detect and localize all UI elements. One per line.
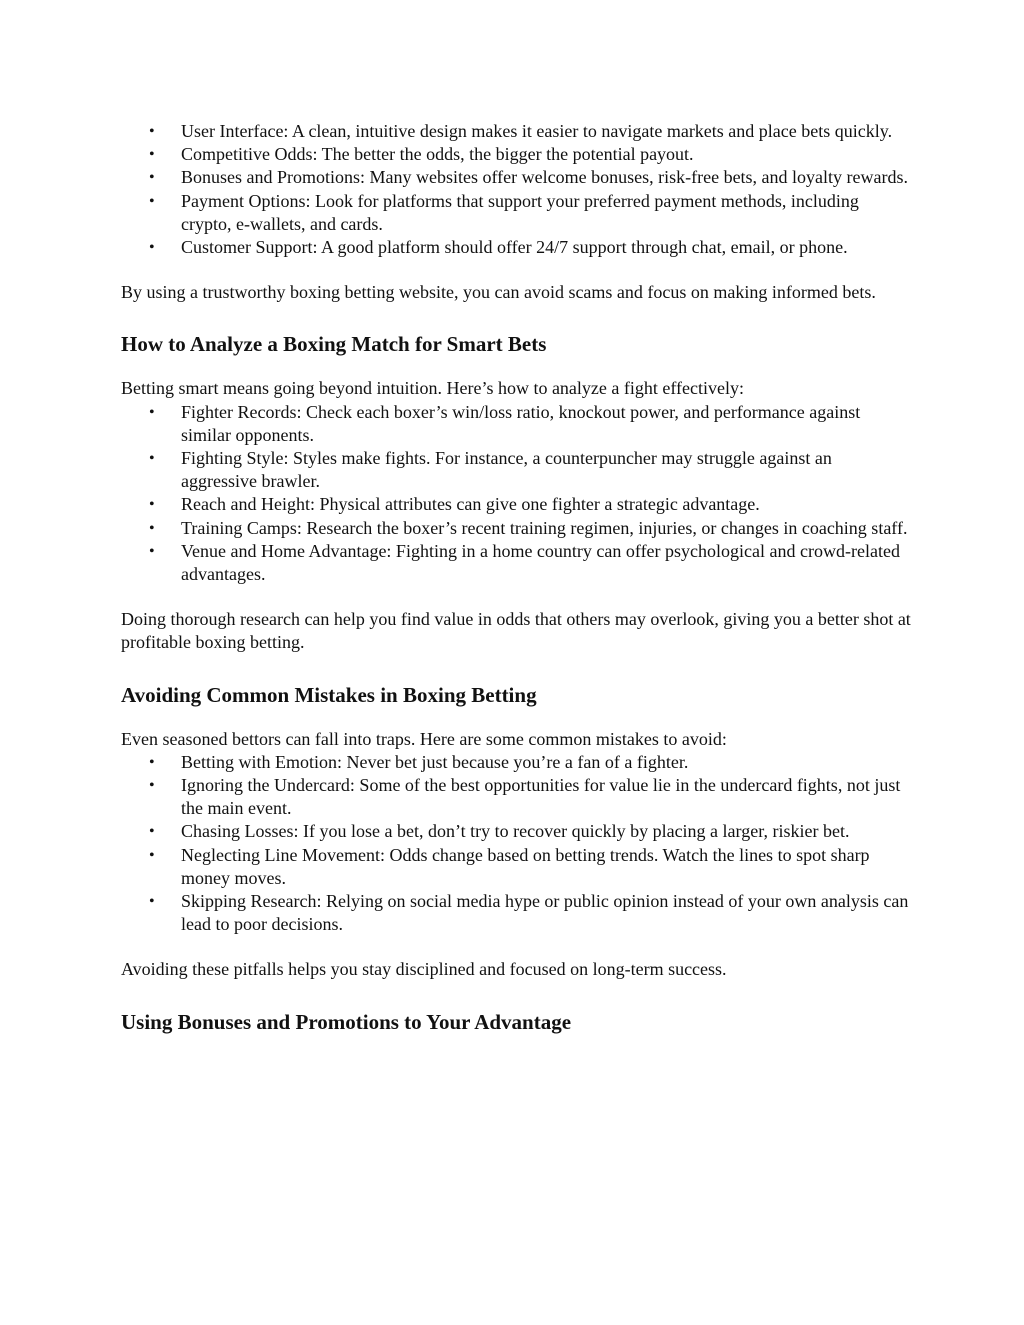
section-4-heading: Using Bonuses and Promotions to Your Advantage bbox=[121, 1009, 572, 1034]
bullet-icon: • bbox=[149, 403, 155, 421]
list-item bbox=[121, 447, 911, 493]
common-mistakes-list bbox=[121, 751, 911, 937]
bullet-icon: • bbox=[149, 169, 155, 187]
bullet-icon: • bbox=[149, 893, 155, 911]
platform-features-list bbox=[121, 120, 911, 259]
list-item bbox=[121, 517, 911, 540]
bullet-icon: • bbox=[149, 542, 155, 560]
list-item-text: Skipping Research: Relying on social media hype or public opinion instead of your own analysis can lead to poor decisions. bbox=[181, 891, 909, 935]
section-3-closing-paragraph: Avoiding these pitfalls helps you stay disciplined and focused on long-term success. bbox=[121, 959, 727, 980]
list-item bbox=[121, 401, 911, 447]
bullet-icon: • bbox=[149, 450, 155, 468]
bullet-icon: • bbox=[149, 123, 155, 140]
list-item bbox=[121, 120, 911, 143]
list-item bbox=[121, 493, 911, 516]
section-2-heading: How to Analyze a Boxing Match for Smart Bets bbox=[121, 332, 547, 357]
list-item bbox=[121, 774, 911, 820]
section-2-closing-paragraph: Doing thorough research can help you find value in odds that others may overlook, giving you a better shot at profitable boxing betting. bbox=[121, 609, 911, 653]
list-item bbox=[121, 890, 911, 936]
list-item-text: Competitive Odds: The better the odds, the bigger the potential payout. bbox=[181, 144, 694, 165]
bullet-icon: • bbox=[149, 846, 155, 864]
section-3-heading: Avoiding Common Mistakes in Boxing Betting bbox=[121, 682, 537, 707]
section-2-intro-paragraph: Betting smart means going beyond intuition. Here’s how to analyze a fight effectively: bbox=[121, 378, 745, 399]
list-item-text: Fighter Records: Check each boxer’s win/loss ratio, knockout power, and performance against similar opponents. bbox=[181, 401, 861, 445]
bullet-icon: • bbox=[149, 823, 155, 841]
list-item-text: Customer Support: A good platform should offer 24/7 support through chat, email, or phone. bbox=[181, 237, 848, 258]
list-item bbox=[121, 236, 911, 259]
list-item bbox=[121, 143, 911, 166]
list-item-text: Fighting Style: Styles make fights. For instance, a counterpuncher may struggle against an aggressive brawler. bbox=[181, 448, 832, 492]
list-item bbox=[121, 820, 911, 843]
list-item-text: Venue and Home Advantage: Fighting in a home country can offer psychological and crowd-related advantages. bbox=[181, 540, 900, 585]
list-item-text: Reach and Height: Physical attributes can give one fighter a strategic advantage. bbox=[181, 494, 760, 515]
bullet-icon: • bbox=[149, 777, 155, 795]
list-item bbox=[121, 844, 911, 890]
list-item-text: User Interface: A clean, intuitive design makes it easier to navigate markets and place bets quickly. bbox=[181, 121, 893, 141]
list-item-text: Chasing Losses: If you lose a bet, don’t try to recover quickly by placing a larger, riskier bet. bbox=[181, 821, 850, 842]
bullet-icon: • bbox=[149, 496, 155, 514]
list-item-text: Bonuses and Promotions: Many websites offer welcome bonuses, risk-free bets, and loyalty rewards. bbox=[181, 167, 909, 188]
list-item-text: Betting with Emotion: Never bet just because you’re a fan of a fighter. bbox=[181, 751, 689, 772]
section-3-intro-paragraph: Even seasoned bettors can fall into traps. Here are some common mistakes to avoid: bbox=[121, 728, 727, 749]
bullet-icon: • bbox=[149, 519, 155, 537]
bullet-icon: • bbox=[149, 753, 155, 771]
list-item bbox=[121, 166, 911, 189]
analysis-tips-list bbox=[121, 401, 911, 587]
list-item-text: Payment Options: Look for platforms that support your preferred payment methods, including crypto, e-wallets, and cards. bbox=[181, 190, 859, 234]
list-item-text: Neglecting Line Movement: Odds change based on betting trends. Watch the lines to spot sharp money moves. bbox=[181, 844, 870, 888]
list-item-text: Training Camps: Research the boxer’s recent training regimen, injuries, or changes in coaching staff. bbox=[181, 517, 908, 538]
list-item bbox=[121, 751, 911, 774]
document-content bbox=[121, 120, 911, 1035]
bullet-icon: • bbox=[149, 192, 155, 210]
list-item bbox=[121, 540, 911, 586]
bullet-icon: • bbox=[149, 239, 155, 257]
section-1-closing-paragraph: By using a trustworthy boxing betting website, you can avoid scams and focus on making informed bets. bbox=[121, 282, 876, 303]
list-item-text: Ignoring the Undercard: Some of the best opportunities for value lie in the undercard fights, not just the main event. bbox=[181, 775, 901, 819]
list-item bbox=[121, 190, 911, 236]
bullet-icon: • bbox=[149, 146, 155, 164]
